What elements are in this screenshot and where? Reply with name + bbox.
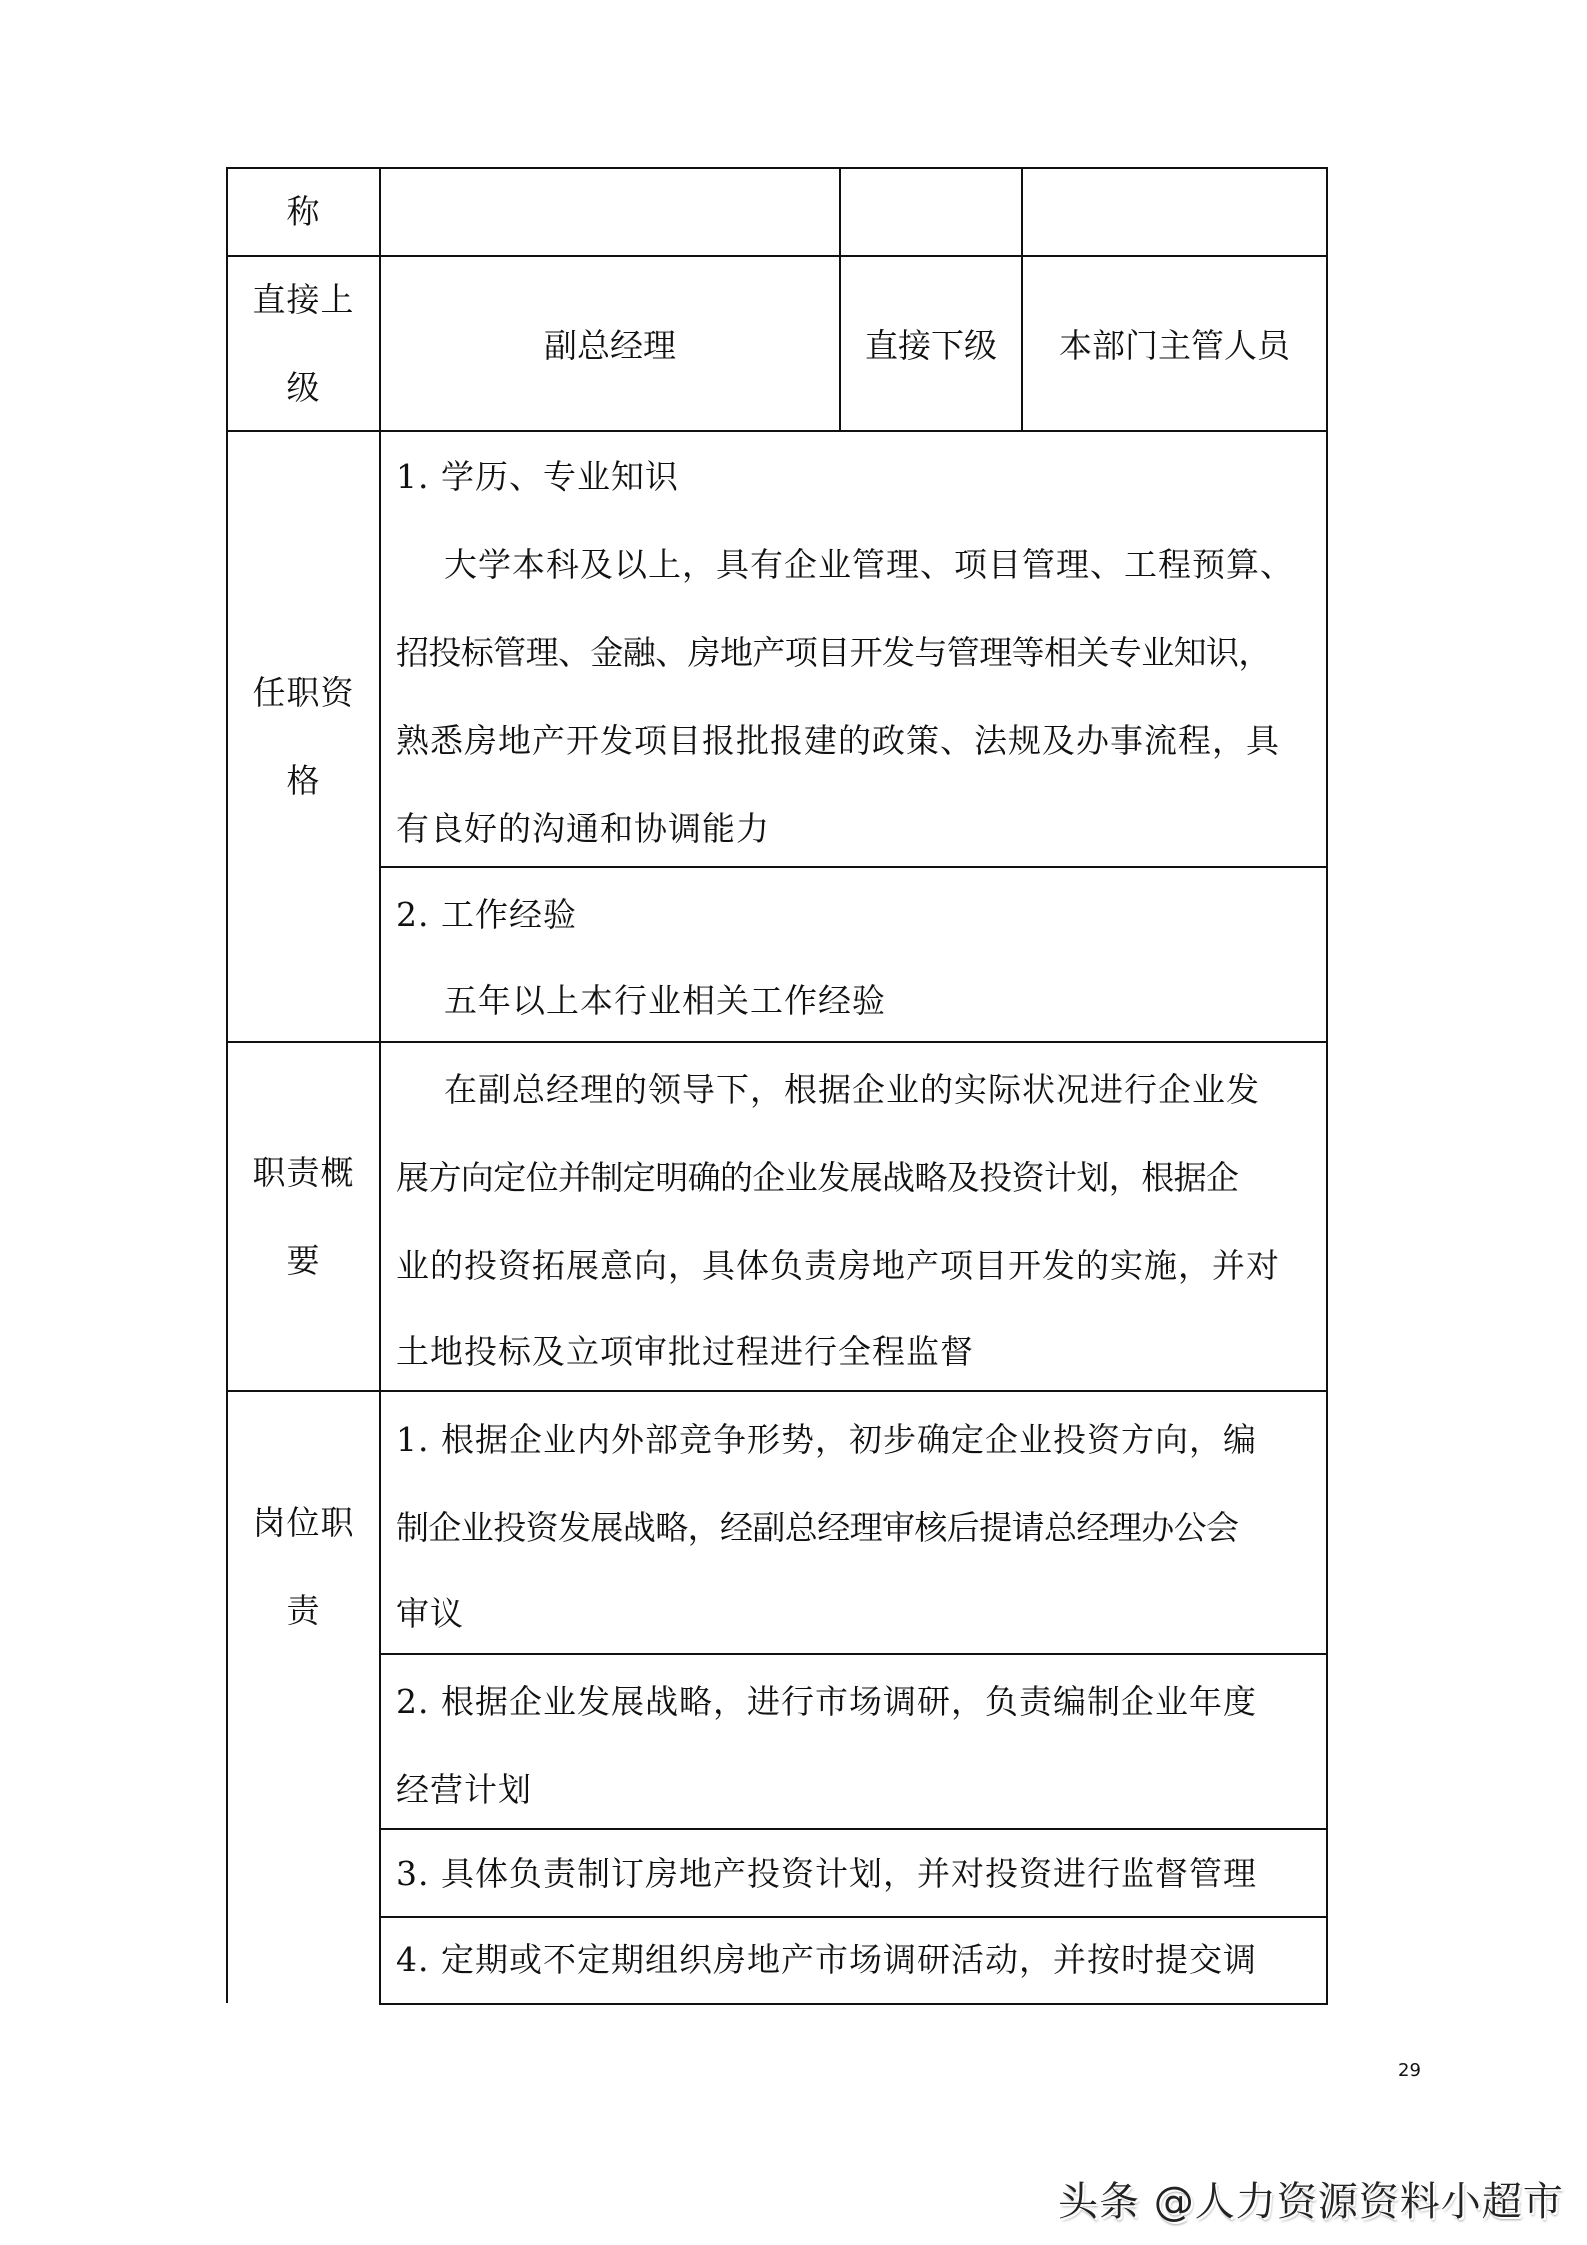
qualification-heading: 1. 学历、专业知识 (396, 457, 679, 496)
duty-line: 2. 根据企业发展战略，进行市场调研，负责编制企业年度 (396, 1682, 1257, 1721)
summary-line: 展方向定位并制定明确的企业发展战略及投资计划，根据企 (396, 1158, 1239, 1197)
qualification-line: 五年以上本行业相关工作经验 (444, 981, 886, 1020)
label-direct-superior: 直接上 级 (252, 279, 355, 407)
value-direct-superior: 副总经理 (544, 326, 676, 365)
label-position-name (228, 169, 379, 255)
duty-line: 审议 (396, 1594, 464, 1633)
table-border-right (1326, 167, 1328, 2005)
summary-line: 土地投标及立项审批过程进行全程监督 (396, 1332, 974, 1371)
duty-line: 3. 具体负责制订房地产投资计划，并对投资进行监督管理 (396, 1854, 1257, 1893)
table-row-divider (226, 430, 1328, 432)
qualification-line: 熟悉房地产开发项目报批报建的政策、法规及办事流程，具 (396, 721, 1280, 760)
table-subrow-divider (379, 1916, 1328, 1918)
extra-value-cell (1023, 169, 1326, 255)
table-column-divider (379, 167, 381, 2005)
label-responsibility-summary: 职责概 要 (252, 1152, 355, 1280)
summary-line: 在副总经理的领导下，根据企业的实际状况进行企业发 (444, 1070, 1260, 1109)
qualification-line: 大学本科及以上，具有企业管理、项目管理、工程预算、 (444, 545, 1294, 584)
duty-line: 制企业投资发展战略，经副总经理审核后提请总经理办公会 (396, 1508, 1239, 1547)
table-border-bottom (379, 2003, 1328, 2005)
extra-label-cell (841, 169, 1021, 255)
source-watermark: 头条 @人力资源资料小超市 (1058, 2179, 1564, 2225)
qualification-line: 招投标管理、金融、房地产项目开发与管理等相关专业知识， (396, 633, 1271, 672)
value-position-name (381, 169, 839, 255)
table-row-divider (226, 1390, 1328, 1392)
duty-line: 1. 根据企业内外部竞争形势，初步确定企业投资方向，编 (396, 1420, 1257, 1459)
table-subrow-divider (379, 1653, 1328, 1655)
duty-line: 经营计划 (396, 1770, 532, 1809)
duty-line: 4. 定期或不定期组织房地产市场调研活动，并按时提交调 (396, 1940, 1257, 1979)
table-row-divider (226, 1041, 1328, 1043)
value-direct-subordinate: 本部门主管人员 (1059, 326, 1290, 365)
label-job-duties: 岗位职 责 (252, 1503, 355, 1630)
label-direct-subordinate: 直接下级 (865, 326, 997, 365)
page-number: 29 (1398, 2060, 1421, 2081)
label-qualifications: 任职资 格 (252, 672, 355, 800)
table-subrow-divider (379, 866, 1328, 868)
qualification-heading: 2. 工作经验 (396, 895, 577, 934)
summary-line: 业的投资拓展意向，具体负责房地产项目开发的实施，并对 (396, 1246, 1280, 1285)
label-text: 称 (286, 192, 321, 231)
table-subrow-divider (379, 1828, 1328, 1830)
qualification-line: 有良好的沟通和协调能力 (396, 809, 770, 848)
